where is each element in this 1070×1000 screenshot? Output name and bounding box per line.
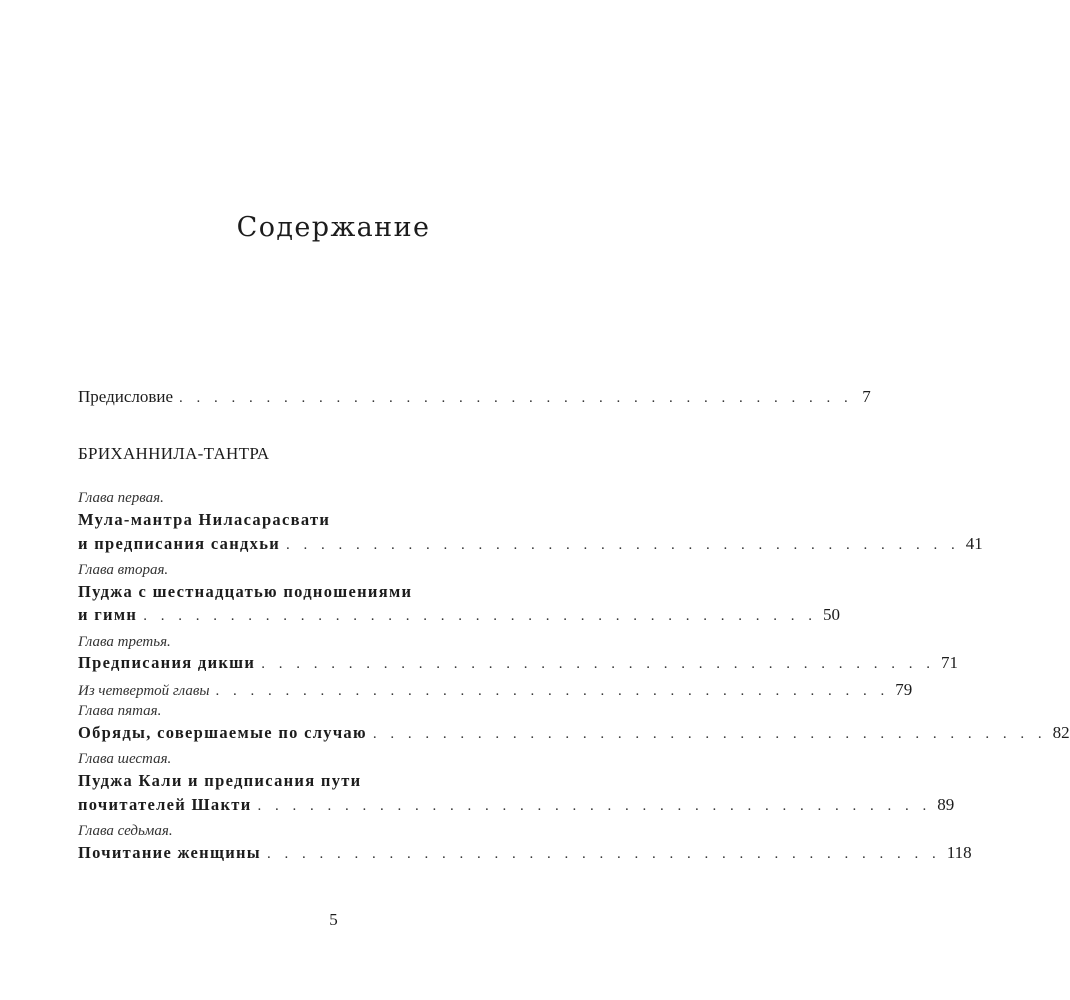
chapter-title-line2: почитателей Шакти [78, 795, 252, 814]
chapter-label: Глава третья. [78, 634, 171, 650]
toc-entry-line [78, 770, 582, 792]
toc-entry-page: 50 [822, 605, 840, 624]
page-title: Содержание [236, 212, 431, 243]
toc-entry-preface[interactable] [78, 386, 871, 409]
chapter-label: Глава первая. [78, 490, 164, 506]
chapter-title-line1: Пуджа Кали и предписания пути [78, 771, 362, 790]
toc-entry-line [78, 581, 582, 603]
toc-entry-ch2[interactable] [78, 604, 840, 627]
chapter-label: Глава шестая. [78, 751, 172, 767]
toc-entry-page: 118 [946, 843, 972, 862]
chapter-label: Из четвертой главы [78, 683, 210, 699]
dot-leader: . . . . . . . . . . . . . . . . . . . . . . . . . . . . . . . . . . . . . . . [143, 608, 817, 624]
toc-entry-page: 7 [862, 387, 871, 406]
toc-entry-ch7[interactable] [78, 842, 972, 865]
dot-leader: . . . . . . . . . . . . . . . . . . . . . . . . . . . . . . . . . . . . . . . [261, 656, 935, 672]
dot-leader: . . . . . . . . . . . . . . . . . . . . . . . . . . . . . . . . . . . . . . . [267, 846, 941, 862]
page-number: 5 [329, 910, 338, 929]
toc-entry-ch4[interactable] [78, 679, 913, 702]
toc-entry-page: 79 [895, 680, 913, 699]
toc-entry-ch3[interactable] [78, 652, 958, 675]
toc-entry-ch6[interactable] [78, 794, 955, 817]
dot-leader: . . . . . . . . . . . . . . . . . . . . . . . . . . . . . . . . . . . . . . . [372, 726, 1047, 742]
toc-entry-title: Предисловие [78, 387, 174, 406]
chapter-title-line1: Обряды, совершаемые по случаю [78, 723, 367, 742]
toc-entry-page: 71 [940, 653, 958, 672]
chapter-title-line1: Мула-мантра Ниласарасвати [78, 510, 331, 529]
dot-leader: . . . . . . . . . . . . . . . . . . . . . . . . . . . . . . . . . . . . . . . [179, 390, 853, 406]
toc-entry-page: 41 [965, 534, 983, 553]
dot-leader: . . . . . . . . . . . . . . . . . . . . . . . . . . . . . . . . . . . . . . . [215, 683, 890, 699]
toc-entry-ch5[interactable] [78, 722, 1070, 745]
chapter-title-line1: Пуджа с шестнадцатью подношениями [78, 582, 413, 601]
toc-entry-line [78, 509, 582, 531]
chapter-title-line2: и гимн [78, 605, 138, 624]
toc-entry-page: 89 [937, 795, 955, 814]
dot-leader: . . . . . . . . . . . . . . . . . . . . . . . . . . . . . . . . . . . . . . . [257, 798, 932, 814]
chapter-label: Глава вторая. [78, 562, 169, 578]
section-heading: БРИХАННИЛА-ТАНТРА [78, 444, 270, 463]
toc-entry-ch1[interactable] [78, 533, 983, 556]
chapter-title-line1: Предписания дикши [78, 653, 256, 672]
dot-leader: . . . . . . . . . . . . . . . . . . . . . . . . . . . . . . . . . . . . . . . [286, 537, 960, 553]
toc-entry-page: 82 [1052, 723, 1070, 742]
chapter-label: Глава пятая. [78, 703, 162, 719]
chapter-label: Глава седьмая. [78, 823, 173, 839]
chapter-title-line1: Почитание женщины [78, 843, 261, 862]
chapter-title-line2: и предписания сандхьи [78, 534, 281, 553]
